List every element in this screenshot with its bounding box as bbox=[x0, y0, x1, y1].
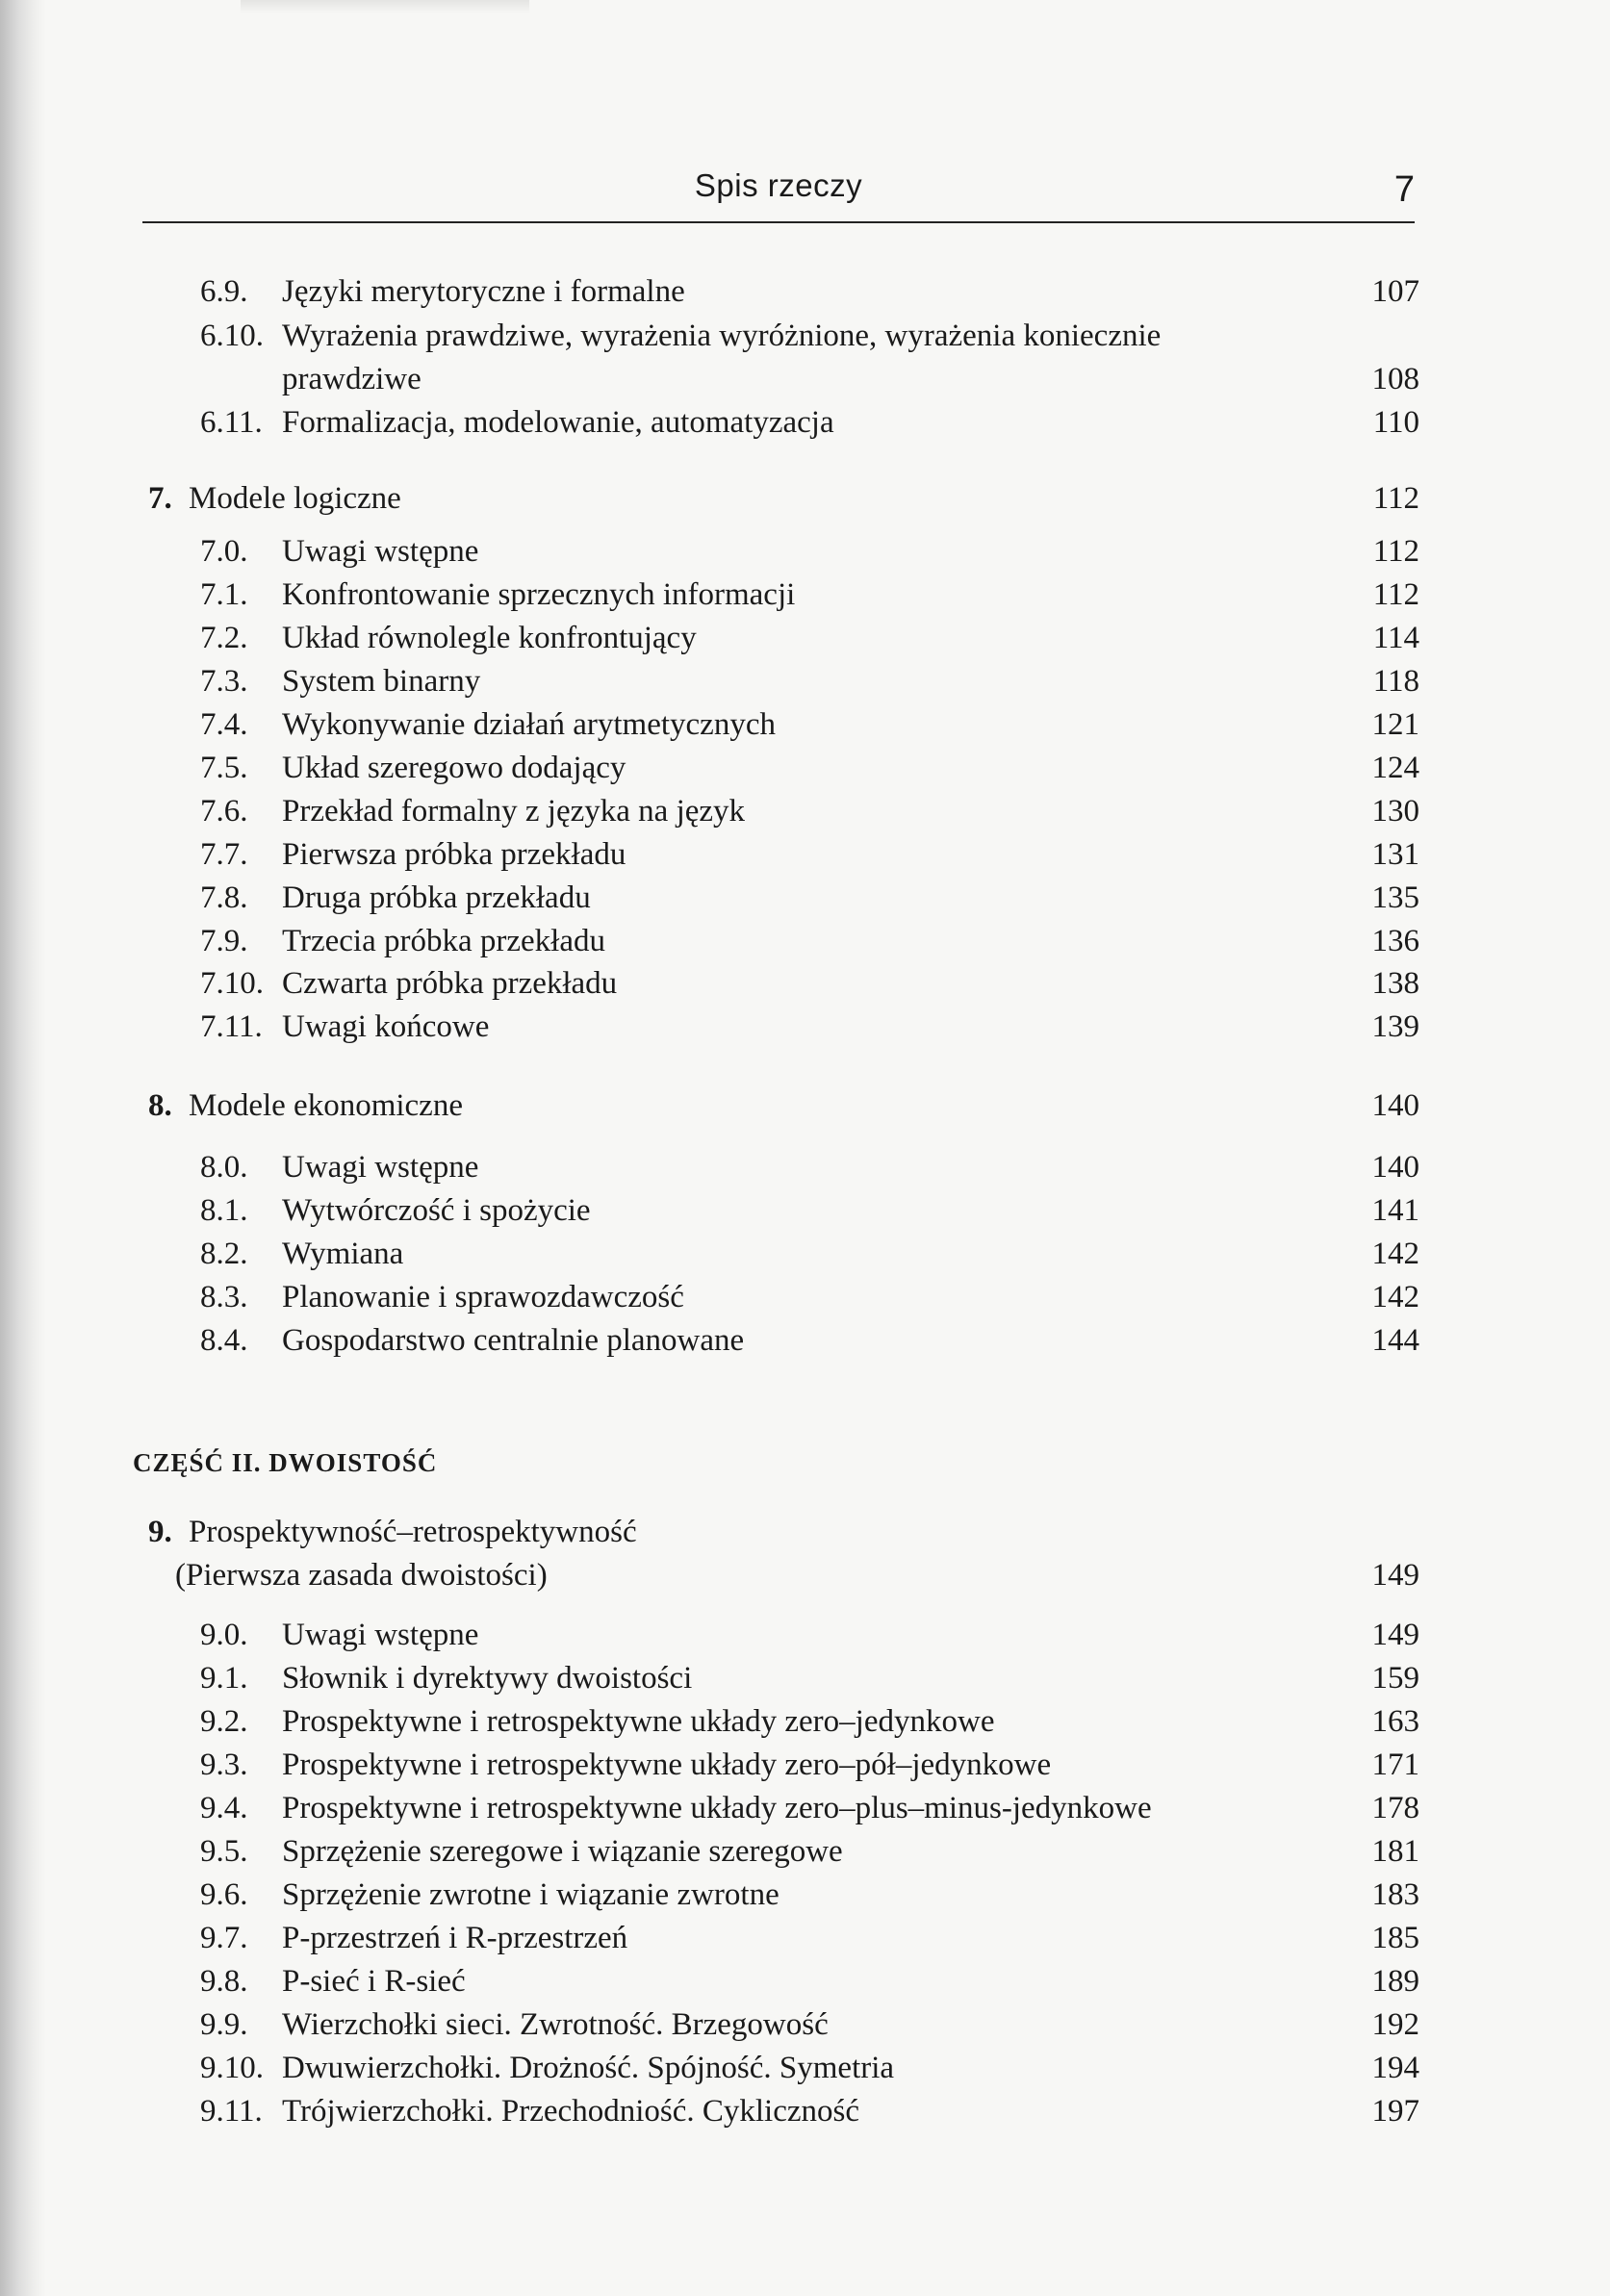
entry-title: Druga próbka przekładu bbox=[282, 880, 591, 915]
scan-smudge bbox=[241, 0, 529, 13]
toc-entry bbox=[144, 574, 1419, 616]
entry-number: 9.4. bbox=[200, 1791, 248, 1825]
page-number: 7 bbox=[1393, 169, 1415, 210]
entry-title: Wyrażenia prawdziwe, wyrażenia wyróżnione, wyrażenia koniecznie bbox=[282, 319, 1162, 353]
toc-entry bbox=[144, 703, 1419, 746]
entry-title: Trójwierzchołki. Przechodniość. Cykliczność bbox=[282, 2094, 859, 2129]
entry-page: 118 bbox=[1372, 664, 1419, 699]
entry-title: Języki merytoryczne i formalne bbox=[282, 274, 685, 309]
toc-entry bbox=[144, 660, 1419, 702]
chapter-title: Modele logiczne bbox=[189, 481, 401, 516]
entry-number: 7.10. bbox=[200, 966, 264, 1001]
toc-entry bbox=[144, 315, 1419, 357]
entry-page: 141 bbox=[1371, 1193, 1419, 1228]
entry-page: 178 bbox=[1371, 1791, 1419, 1825]
entry-page: 112 bbox=[1372, 577, 1419, 612]
entry-number: 8.4. bbox=[200, 1323, 248, 1358]
entry-title: Konfrontowanie sprzecznych informacji bbox=[282, 577, 796, 612]
entry-title: Czwarta próbka przekładu bbox=[282, 966, 618, 1001]
entry-number: 7.9. bbox=[200, 924, 248, 958]
toc-entry bbox=[144, 1319, 1419, 1362]
entry-number: 7.4. bbox=[200, 707, 248, 742]
entry-title: Prospektywne i retrospektywne układy zero–plus–minus-jedynkowe bbox=[282, 1791, 1152, 1825]
toc-chapter bbox=[144, 1084, 1419, 1127]
toc-entry bbox=[144, 920, 1419, 962]
toc-entry bbox=[144, 1233, 1419, 1275]
entry-title: Wymiana bbox=[282, 1237, 404, 1271]
entry-page: 159 bbox=[1371, 1661, 1419, 1696]
entry-title: Przekład formalny z języka na język bbox=[282, 794, 746, 829]
entry-title: Uwagi wstępne bbox=[282, 1150, 479, 1185]
entry-title: Trzecia próbka przekładu bbox=[282, 924, 605, 958]
toc-entry bbox=[144, 833, 1419, 876]
toc-chapter-continuation bbox=[144, 1554, 1419, 1596]
entry-number: 9.9. bbox=[200, 2007, 248, 2042]
entry-page: 114 bbox=[1372, 621, 1419, 655]
toc-chapter bbox=[144, 477, 1419, 520]
toc-entry bbox=[144, 1917, 1419, 1959]
toc-entry bbox=[144, 1276, 1419, 1318]
toc-entry bbox=[144, 1006, 1419, 1048]
toc-entry bbox=[144, 1146, 1419, 1188]
toc-entry bbox=[144, 1960, 1419, 2003]
entry-page: 185 bbox=[1371, 1921, 1419, 1955]
entry-number: 9.3. bbox=[200, 1748, 248, 1782]
running-head: Spis rzeczy bbox=[694, 167, 863, 203]
entry-title: System binarny bbox=[282, 664, 481, 699]
entry-number: 7.11. bbox=[200, 1009, 263, 1044]
entry-number: 8.3. bbox=[200, 1280, 248, 1314]
toc-entry bbox=[144, 747, 1419, 789]
entry-title: Sprzężenie zwrotne i wiązanie zwrotne bbox=[282, 1877, 779, 1912]
toc-entry bbox=[144, 1614, 1419, 1656]
entry-title: Uwagi końcowe bbox=[282, 1009, 490, 1044]
chapter-number: 7. bbox=[148, 481, 172, 516]
entry-title: Planowanie i sprawozdawczość bbox=[282, 1280, 684, 1314]
entry-number: 9.8. bbox=[200, 1964, 248, 1999]
entry-page: 192 bbox=[1371, 2007, 1419, 2042]
toc-entry bbox=[144, 1830, 1419, 1873]
entry-page: 149 bbox=[1371, 1558, 1419, 1593]
entry-number: 8.2. bbox=[200, 1237, 248, 1271]
entry-page: 139 bbox=[1371, 1009, 1419, 1044]
entry-number: 9.0. bbox=[200, 1618, 248, 1652]
entry-page: 142 bbox=[1371, 1280, 1419, 1314]
entry-title: P-sieć i R-sieć bbox=[282, 1964, 466, 1999]
entry-page: 140 bbox=[1371, 1088, 1419, 1123]
entry-page: 112 bbox=[1372, 534, 1419, 569]
toc-entry bbox=[144, 1787, 1419, 1829]
entry-title: Układ równolegle konfrontujący bbox=[282, 621, 697, 655]
entry-page: 108 bbox=[1371, 362, 1419, 396]
chapter-title: Prospektywność–retrospektywność bbox=[189, 1515, 637, 1549]
entry-page: 171 bbox=[1371, 1748, 1419, 1782]
chapter-number: 8. bbox=[148, 1088, 172, 1123]
toc-entry bbox=[144, 530, 1419, 573]
toc-entry bbox=[144, 1189, 1419, 1232]
entry-number: 7.1. bbox=[200, 577, 248, 612]
entry-title: Gospodarstwo centralnie planowane bbox=[282, 1323, 745, 1358]
page-header bbox=[142, 160, 1415, 221]
toc-entry bbox=[144, 2003, 1419, 2046]
chapter-number: 9. bbox=[148, 1515, 172, 1549]
toc-entry bbox=[144, 617, 1419, 659]
entry-page: 131 bbox=[1371, 837, 1419, 872]
entry-page: 194 bbox=[1371, 2051, 1419, 2085]
chapter-subtitle: (Pierwsza zasada dwoistości) bbox=[175, 1558, 548, 1593]
entry-title: Pierwsza próbka przekładu bbox=[282, 837, 626, 872]
entry-page: 189 bbox=[1371, 1964, 1419, 1999]
entry-number: 8.1. bbox=[200, 1193, 248, 1228]
entry-page: 138 bbox=[1371, 966, 1419, 1001]
entry-page: 181 bbox=[1371, 1834, 1419, 1869]
toc-entry bbox=[144, 270, 1419, 313]
entry-page: 183 bbox=[1371, 1877, 1419, 1912]
entry-title: Wierzchołki sieci. Zwrotność. Brzegowość bbox=[282, 2007, 829, 2042]
entry-number: 9.6. bbox=[200, 1877, 248, 1912]
toc-entry bbox=[144, 1874, 1419, 1916]
entry-title: Uwagi wstępne bbox=[282, 534, 479, 569]
entry-number: 9.5. bbox=[200, 1834, 248, 1869]
entry-page: 197 bbox=[1371, 2094, 1419, 2129]
entry-number: 7.6. bbox=[200, 794, 248, 829]
header-rule bbox=[142, 221, 1415, 223]
entry-title: Formalizacja, modelowanie, automatyzacja bbox=[282, 405, 834, 440]
entry-title: Dwuwierzchołki. Drożność. Spójność. Symetria bbox=[282, 2051, 895, 2085]
entry-page: 163 bbox=[1371, 1704, 1419, 1739]
entry-title: Prospektywne i retrospektywne układy zero–pół–jedynkowe bbox=[282, 1748, 1052, 1782]
entry-title: Uwagi wstępne bbox=[282, 1618, 479, 1652]
entry-number: 6.11. bbox=[200, 405, 263, 440]
entry-title: Sprzężenie szeregowe i wiązanie szeregowe bbox=[282, 1834, 843, 1869]
entry-page: 135 bbox=[1371, 880, 1419, 915]
toc-entry-continuation bbox=[144, 358, 1419, 400]
entry-number: 9.11. bbox=[200, 2094, 263, 2129]
toc-entry bbox=[144, 877, 1419, 919]
part-heading: CZĘŚĆ II. DWOISTOŚĆ bbox=[133, 1448, 438, 1477]
entry-number: 6.9. bbox=[200, 274, 248, 309]
toc-entry bbox=[144, 2090, 1419, 2132]
entry-page: 130 bbox=[1371, 794, 1419, 829]
chapter-title: Modele ekonomiczne bbox=[189, 1088, 463, 1123]
entry-page: 112 bbox=[1372, 481, 1419, 516]
entry-number: 6.10. bbox=[200, 319, 264, 353]
entry-number: 7.2. bbox=[200, 621, 248, 655]
entry-number: 7.0. bbox=[200, 534, 248, 569]
toc-entry bbox=[144, 1700, 1419, 1743]
toc-entry bbox=[144, 1657, 1419, 1699]
entry-page: 149 bbox=[1371, 1618, 1419, 1652]
entry-page: 136 bbox=[1371, 924, 1419, 958]
entry-number: 8.0. bbox=[200, 1150, 248, 1185]
toc-chapter bbox=[144, 1511, 1419, 1553]
entry-title: Układ szeregowo dodający bbox=[282, 751, 626, 785]
entry-number: 9.2. bbox=[200, 1704, 248, 1739]
entry-page: 140 bbox=[1371, 1150, 1419, 1185]
toc-entry bbox=[144, 962, 1419, 1005]
toc-entry bbox=[144, 790, 1419, 832]
entry-page: 110 bbox=[1372, 405, 1419, 440]
toc-entry bbox=[144, 2047, 1419, 2089]
entry-title: Słownik i dyrektywy dwoistości bbox=[282, 1661, 693, 1696]
entry-page: 121 bbox=[1371, 707, 1419, 742]
entry-number: 7.3. bbox=[200, 664, 248, 699]
entry-title: Prospektywne i retrospektywne układy zero–jedynkowe bbox=[282, 1704, 995, 1739]
entry-title: P-przestrzeń i R-przestrzeń bbox=[282, 1921, 628, 1955]
entry-number: 9.10. bbox=[200, 2051, 264, 2085]
binding-shadow bbox=[0, 0, 46, 2296]
entry-title: Wykonywanie działań arytmetycznych bbox=[282, 707, 776, 742]
entry-title: Wytwórczość i spożycie bbox=[282, 1193, 591, 1228]
entry-title: prawdziwe bbox=[282, 362, 422, 396]
entry-page: 107 bbox=[1371, 274, 1419, 309]
entry-page: 142 bbox=[1371, 1237, 1419, 1271]
entry-number: 7.5. bbox=[200, 751, 248, 785]
entry-page: 144 bbox=[1371, 1323, 1419, 1358]
entry-number: 7.8. bbox=[200, 880, 248, 915]
entry-page: 124 bbox=[1371, 751, 1419, 785]
toc-entry bbox=[144, 401, 1419, 444]
entry-number: 9.7. bbox=[200, 1921, 248, 1955]
toc-entry bbox=[144, 1744, 1419, 1786]
entry-number: 7.7. bbox=[200, 837, 248, 872]
entry-number: 9.1. bbox=[200, 1661, 248, 1696]
